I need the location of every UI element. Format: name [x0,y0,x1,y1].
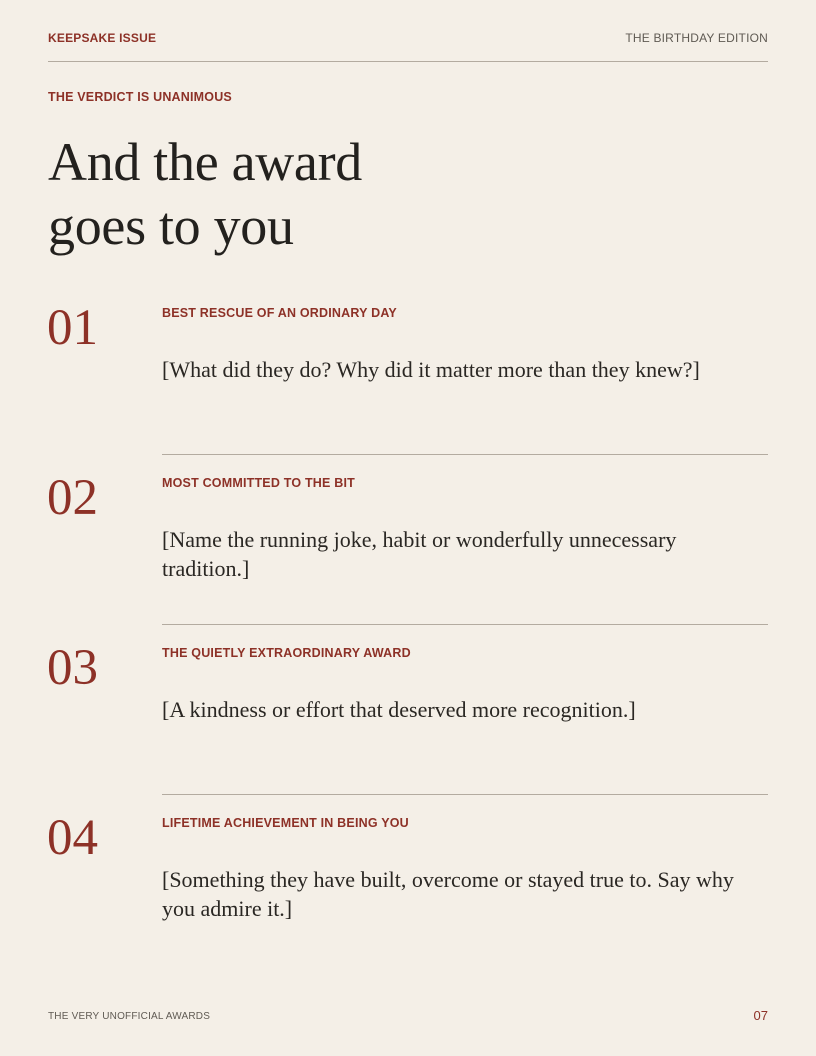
header-divider [48,61,768,62]
award-title: LIFETIME ACHIEVEMENT IN BEING YOU [162,816,409,830]
title-line-1: And the award [48,132,362,192]
award-item [0,284,816,454]
title-line-2: goes to you [48,196,294,256]
page-number: 07 [753,1008,768,1023]
award-item [0,794,816,964]
award-body: [Name the running joke, habit or wonderfully unnecessary tradition.] [162,527,677,581]
award-item [0,624,816,794]
award-divider [162,454,768,455]
award-divider [162,624,768,625]
award-number: 02 [47,470,98,526]
award-number: 04 [47,810,98,866]
footer-label: THE VERY UNOFFICIAL AWARDS [48,1011,211,1022]
award-title: MOST COMMITTED TO THE BIT [162,476,355,490]
award-title: THE QUIETLY EXTRAORDINARY AWARD [162,646,411,660]
award-body: [A kindness or effort that deserved more recognition.] [162,697,636,722]
award-item [0,454,816,624]
award-divider [162,794,768,795]
award-body: [What did they do? Why did it matter more than they knew?] [162,357,700,382]
page-title [48,130,568,258]
award-number: 03 [47,640,98,696]
award-body: [Something they have built, overcome or stayed true to. Say why you admire it.] [162,867,734,921]
issue-label: KEEPSAKE ISSUE [48,31,157,45]
award-number: 01 [47,300,98,356]
eyebrow-label: THE VERDICT IS UNANIMOUS [48,90,232,104]
edition-label: THE BIRTHDAY EDITION [625,31,768,45]
award-title: BEST RESCUE OF AN ORDINARY DAY [162,306,397,320]
